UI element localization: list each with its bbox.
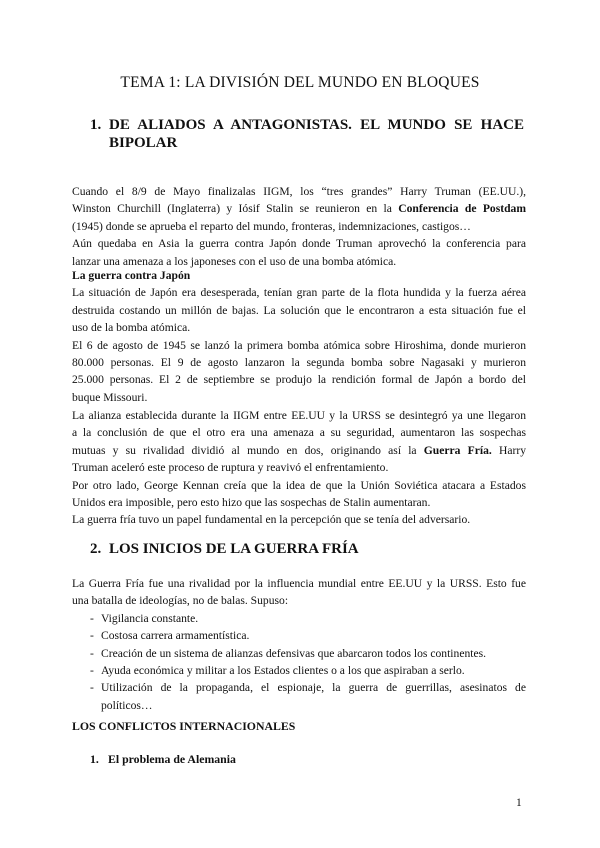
dash-marker: - bbox=[90, 646, 94, 660]
text-line: 25.000 personas. El 2 de septiembre se produjo la rendición formal de Japón a bordo del bbox=[72, 373, 526, 387]
text-line: El 6 de agosto de 1945 se lanzó la primera bomba atómica sobre Hiroshima, donde murieron bbox=[72, 338, 526, 352]
list-item bbox=[72, 679, 526, 714]
list-item-text: Costosa carrera armamentística. bbox=[101, 629, 250, 643]
text-line: una batalla de ideologías, no de balas. Supuso: bbox=[72, 594, 289, 608]
paragraph-alliance bbox=[72, 407, 526, 529]
section-2-heading: LOS INICIOS DE LA GUERRA FRÍA bbox=[109, 541, 359, 557]
japan-heading-text: La guerra contra Japón bbox=[72, 269, 191, 282]
list-item-text: Ayuda económica y militar a los Estados clientes o a los que aspiraban a serlo. bbox=[101, 664, 465, 678]
list-item bbox=[72, 662, 526, 679]
paragraph-cold-war bbox=[72, 575, 526, 714]
dash-marker: - bbox=[90, 681, 94, 695]
japan-heading bbox=[72, 267, 526, 284]
text-run: Winston Churchill (Inglaterra) y Iósif Stalin se reunieron en la bbox=[72, 202, 399, 216]
document-title: TEMA 1: LA DIVISIÓN DEL MUNDO EN BLOQUES bbox=[120, 74, 480, 91]
text-line: lanzar una amenaza a los japoneses con el uso de una bomba atómica. bbox=[72, 254, 397, 268]
text-run: mutuas y su rivalidad dividió al mundo en dos, originando así la bbox=[72, 443, 424, 457]
paragraph-japan bbox=[72, 267, 526, 406]
cold-war-list bbox=[72, 610, 526, 714]
text-line: destruida costando un millón de bajas. La solución que le encontraron a esta situación fue el bbox=[72, 303, 526, 317]
text-line: La alianza establecida durante la IIGM entre EE.UU y la URSS se desintegró ya une llegaron bbox=[72, 409, 526, 422]
text-line: Cuando el 8/9 de Mayo finalizalas IIGM, los “tres grandes” Harry Truman (EE.UU.), bbox=[72, 185, 526, 198]
section-1-heading-line1: DE ALIADOS A ANTAGONISTAS. EL MUNDO SE HACE bbox=[109, 117, 524, 133]
text-line: 80.000 personas. El 9 de agosto lanzaron la segunda bomba sobre Nagasaki y murieron bbox=[72, 356, 526, 370]
conference-name: Conferencia de Postdam bbox=[398, 202, 526, 216]
subsection-1-heading: El problema de Alemania bbox=[108, 752, 236, 766]
text-line: Unidos era imposible, pero esto hizo que las sospechas de Stalin aumentaran. bbox=[72, 496, 431, 510]
text-line bbox=[72, 442, 526, 459]
text-line: Aún quedaba en Asia la guerra contra Japón donde Truman aprovechó la conferencia para bbox=[72, 237, 526, 251]
paragraph-postdam bbox=[72, 183, 526, 270]
list-item-text: Creación de un sistema de alianzas defensivas que abarcaron todos los continentes. bbox=[101, 646, 487, 660]
text-line: buque Missouri. bbox=[72, 390, 148, 404]
text-line: (1945) donde se aprueba el reparto del mundo, fronteras, indemnizaciones, castigos… bbox=[72, 219, 471, 233]
list-item-text: Utilización de la propaganda, el espionaje, la guerra de guerrillas, asesinatos de bbox=[101, 681, 526, 695]
list-item bbox=[72, 627, 526, 644]
text-line: a la conclusión de que el otro era una amenaza a su seguridad, aumentaron las sospechas bbox=[72, 426, 526, 440]
list-item bbox=[72, 645, 526, 662]
list-item-text: políticos… bbox=[101, 698, 153, 712]
dash-marker: - bbox=[90, 611, 94, 625]
text-line: uso de la bomba atómica. bbox=[72, 321, 191, 335]
subsection-1-number: 1. bbox=[90, 752, 99, 766]
list-item bbox=[72, 610, 526, 627]
text-line: La situación de Japón era desesperada, tenían gran parte de la flota hundida y la fuerza aérea bbox=[72, 286, 526, 300]
text-run: Harry bbox=[491, 443, 527, 457]
dash-marker: - bbox=[90, 629, 94, 643]
list-item-text: Vigilancia constante. bbox=[101, 611, 199, 625]
text-line: Por otro lado, George Kennan creía que la idea de que la Unión Soviética atacara a Estados bbox=[72, 478, 526, 492]
page-number: 1 bbox=[516, 797, 522, 809]
cold-war-term: Guerra Fría. bbox=[423, 443, 492, 457]
text-line: La guerra fría tuvo un papel fundamental en la percepción que se tenía del adversario. bbox=[72, 513, 471, 527]
text-line bbox=[72, 200, 526, 217]
section-1-number: 1. bbox=[90, 117, 102, 133]
text-line: Truman aceleró este proceso de ruptura y reavivó el enfrentamiento. bbox=[72, 461, 389, 475]
section-2-number: 2. bbox=[90, 541, 102, 557]
dash-marker: - bbox=[90, 664, 94, 678]
section-1-heading-line2: BIPOLAR bbox=[109, 135, 178, 151]
text-line: La Guerra Fría fue una rivalidad por la influencia mundial entre EE.UU y la URSS. Esto fue bbox=[72, 577, 526, 590]
conflicts-heading: LOS CONFLICTOS INTERNACIONALES bbox=[72, 719, 296, 733]
